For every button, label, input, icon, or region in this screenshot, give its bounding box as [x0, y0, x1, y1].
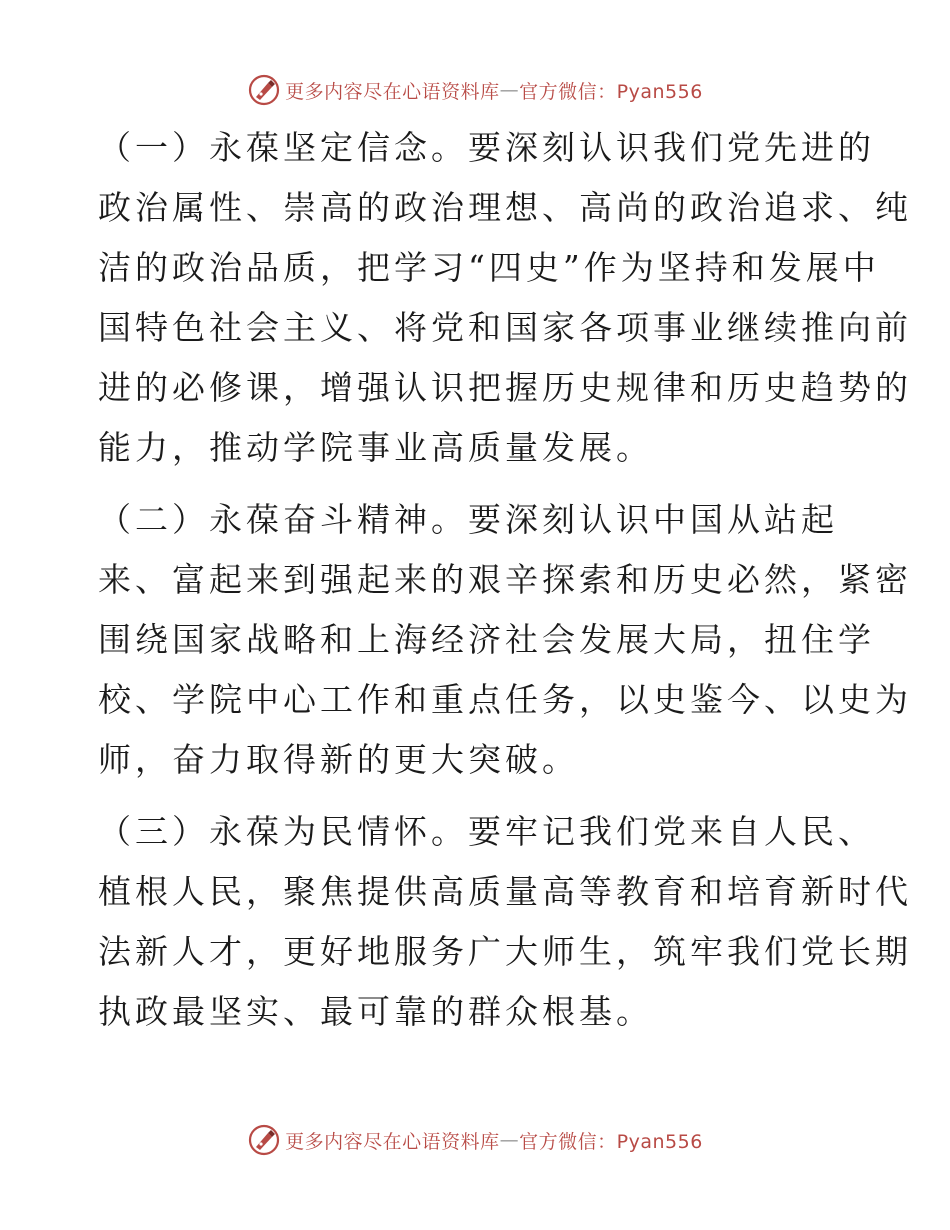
paragraph-line: （三）永葆为民情怀。要牢记我们党来自人民、: [98, 812, 875, 851]
header-banner-text: 更多内容尽在心语资料库: [285, 80, 500, 103]
paragraph-line: 围绕国家战略和上海经济社会发展大局，扭住学: [98, 620, 875, 659]
paragraph-line: 能力，推动学院事业高质量发展。: [98, 428, 653, 467]
paragraph-2: [98, 490, 912, 790]
paragraph-line: （二）永葆奋斗精神。要深刻认识中国从站起: [98, 500, 838, 539]
paragraph-line: 进的必修课，增强认识把握历史规律和历史趋势的: [98, 368, 912, 407]
pen-nib-logo-icon: [247, 73, 281, 107]
paragraph-line: 法新人才，更好地服务广大师生，筑牢我们党长期: [98, 932, 912, 971]
paragraph-line: 师，奋力取得新的更大突破。: [98, 740, 579, 779]
footer-banner-dash: —: [499, 1129, 520, 1151]
paragraph-line: （一）永葆坚定信念。要深刻认识我们党先进的: [98, 128, 875, 167]
header-banner-dash: —: [499, 79, 520, 101]
footer-banner: [0, 1120, 950, 1160]
paragraph-line: 执政最坚实、最可靠的群众根基。: [98, 992, 653, 1031]
paragraph-line: 校、学院中心工作和重点任务，以史鉴今、以史为: [98, 680, 912, 719]
paragraph-line: 洁的政治品质，把学习“四史”作为坚持和发展中: [98, 248, 880, 287]
paragraph-line: 植根人民，聚焦提供高质量高等教育和培育新时代: [98, 872, 912, 911]
paragraph-line: 来、富起来到强起来的艰辛探索和历史必然，紧密: [98, 560, 912, 599]
header-banner: [0, 70, 950, 110]
paragraph-line: 政治属性、崇高的政治理想、高尚的政治追求、纯: [98, 188, 912, 227]
paragraph-line: 国特色社会主义、将党和国家各项事业继续推向前: [98, 308, 912, 347]
paragraph-3: [98, 802, 912, 1042]
document-body: [98, 118, 912, 1054]
paragraph-1: [98, 118, 912, 478]
header-banner-wechat: 官方微信：Pyan556: [519, 80, 703, 103]
footer-banner-wechat: 官方微信：Pyan556: [519, 1130, 703, 1153]
pen-nib-logo-icon: [247, 1123, 281, 1157]
footer-banner-text: 更多内容尽在心语资料库: [285, 1130, 500, 1153]
